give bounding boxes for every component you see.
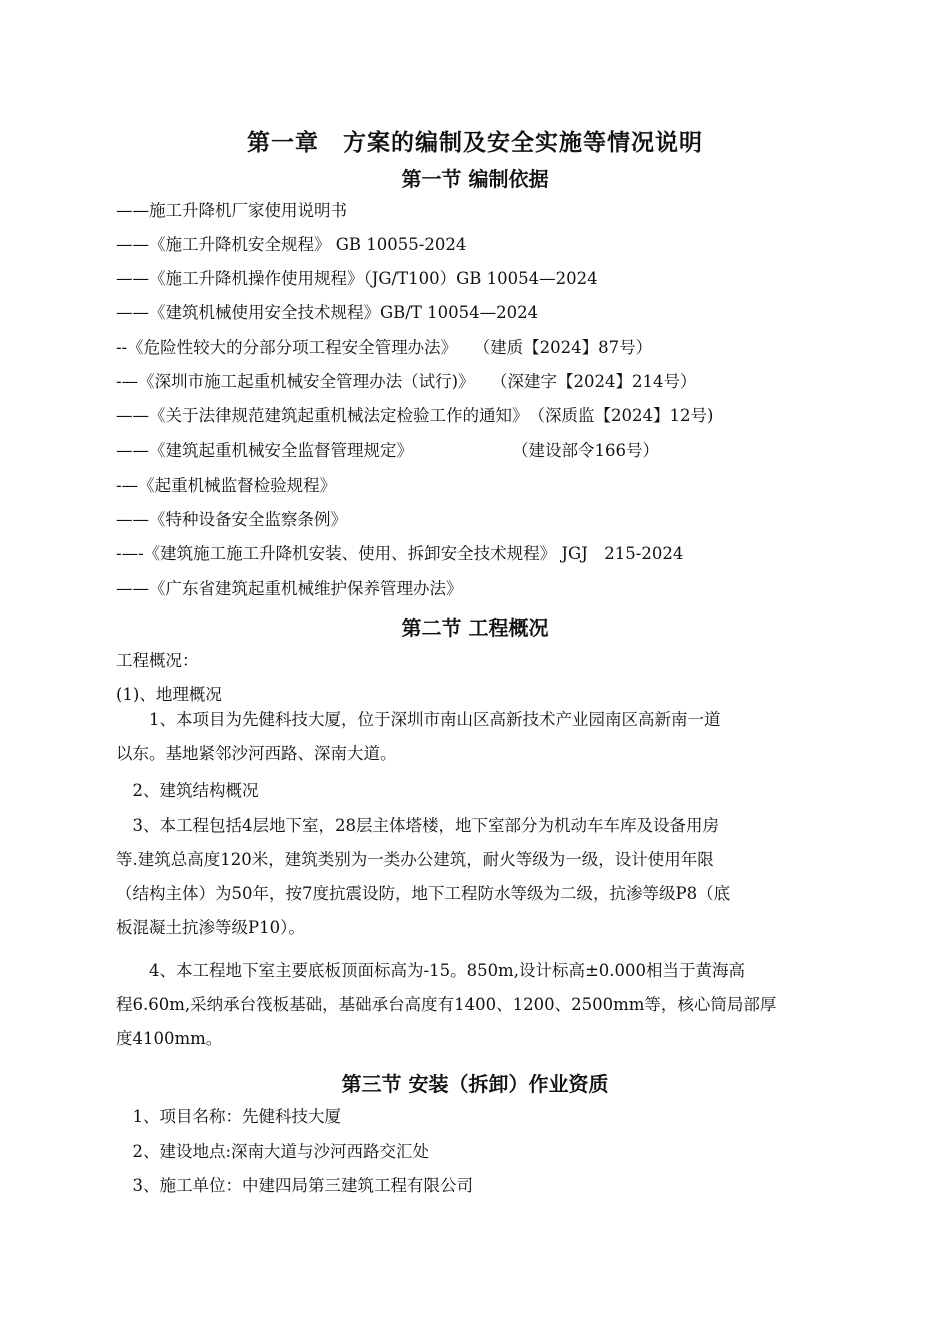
basis-item: ——《施工升降机操作使用规程》（JG/T100）GB 10054—2024 bbox=[116, 269, 598, 288]
text-line: 等.建筑总高度120米，建筑类别为一类办公建筑，耐火等级为一级，设计使用年限 bbox=[116, 850, 714, 869]
basis-item: -—《起重机械监督检验规程》 bbox=[116, 476, 337, 495]
text-line: （结构主体）为50年，按7度抗震设防，地下工程防水等级为二级，抗渗等级P8（底 bbox=[116, 884, 731, 903]
paragraph-location bbox=[116, 703, 838, 771]
basis-item: ——《建筑机械使用安全技术规程》GB/T 10054—2024 bbox=[116, 303, 539, 322]
paragraph-foundation bbox=[116, 954, 838, 1056]
basis-item: --《危险性较大的分部分项工程安全管理办法》 （建质【2024】87号） bbox=[116, 338, 653, 357]
chapter-title: 第一章 方案的编制及安全实施等情况说明 bbox=[247, 129, 703, 156]
text-line: 以东。基地紧邻沙河西路、深南大道。 bbox=[116, 744, 397, 763]
section2-title: 第二节 工程概况 bbox=[401, 616, 549, 640]
text-line: 板混凝土抗渗等级P10）。 bbox=[116, 918, 305, 937]
text-line: 1、本项目为先健科技大厦，位于深圳市南山区高新技术产业园南区高新南一道 bbox=[116, 710, 721, 729]
qualification-item: 2、建设地点:深南大道与沙河西路交汇处 bbox=[116, 1142, 430, 1161]
overview-intro: 工程概况： bbox=[116, 651, 199, 670]
geography-heading: (1)、地理概况 bbox=[116, 685, 222, 704]
structure-heading: 2、建筑结构概况 bbox=[116, 781, 259, 800]
basis-item: ——《施工升降机安全规程》 GB 10055-2024 bbox=[116, 235, 467, 254]
basis-item: ——施工升降机厂家使用说明书 bbox=[116, 201, 347, 220]
section3-title: 第三节 安装（拆卸）作业资质 bbox=[341, 1072, 609, 1096]
text-line: 程6.60m,采纳承台筏板基础，基础承台高度有1400、1200、2500mm等，核心筒局部厚 bbox=[116, 995, 777, 1014]
text-line: 4、本工程地下室主要底板顶面标高为-15。850m,设计标高±0.000相当于黄海高 bbox=[116, 961, 746, 980]
basis-item: ——《特种设备安全监察条例》 bbox=[116, 510, 347, 529]
section1-title: 第一节 编制依据 bbox=[401, 167, 549, 191]
basis-item: ——《关于法律规范建筑起重机械法定检验工作的通知》 （深质监【2024】12号) bbox=[116, 406, 714, 425]
text-line: 度4100mm。 bbox=[116, 1029, 223, 1048]
basis-item: -—-《建筑施工施工升降机安装、使用、拆卸安全技术规程》 JGJ 215-2024 bbox=[116, 544, 684, 563]
basis-item: -—《深圳市施工起重机械安全管理办法（试行)》 （深建字【2024】214号） bbox=[116, 372, 697, 391]
qualification-item: 3、施工单位：中建四局第三建筑工程有限公司 bbox=[116, 1176, 473, 1195]
text-line: 3、本工程包括4层地下室，28层主体塔楼，地下室部分为机动车车库及设备用房 bbox=[116, 816, 719, 835]
qualification-item: 1、项目名称：先健科技大厦 bbox=[116, 1107, 341, 1126]
paragraph-structure bbox=[116, 809, 838, 945]
basis-item: ——《建筑起重机械安全监督管理规定》 （建设部令166号） bbox=[116, 441, 659, 460]
basis-item: ——《广东省建筑起重机械维护保养管理办法》 bbox=[116, 579, 463, 598]
